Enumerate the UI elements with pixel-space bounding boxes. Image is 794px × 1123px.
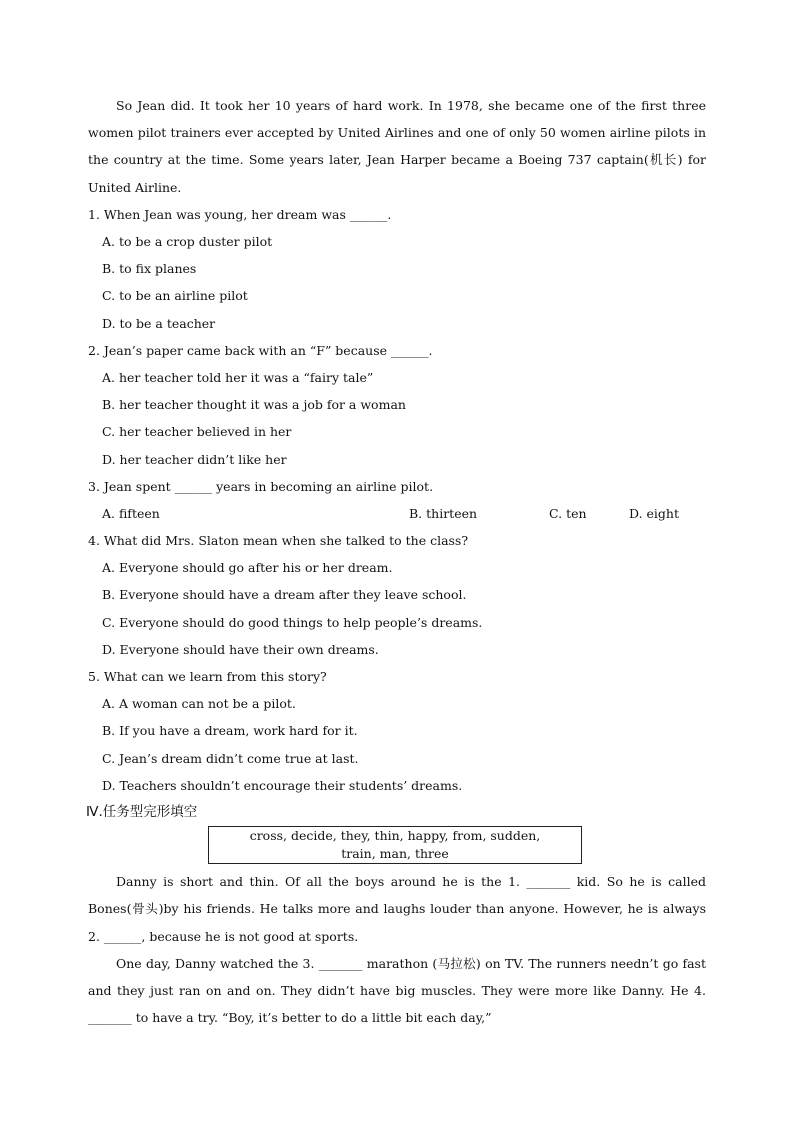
question-5 <box>88 663 706 799</box>
option-c: C. to be an airline pilot <box>102 288 248 304</box>
cloze-paragraph-1: Danny is short and thin. Of all the boys around he is the 1. _______ kid. So he is called Bones(骨头)by his friends. He talks more and laughs louder than anyone. However, he is always 2. ______, because he is not good at sports. <box>88 874 706 944</box>
passage-end-paragraph: So Jean did. It took her 10 years of hard work. In 1978, she became one of the first three women pilot trainers ever accepted by United Airlines and one of only 50 women airline pilots in the country at the time. Some years later, Jean Harper became a Boeing 737 captain(机长) for United Airline. <box>88 98 706 195</box>
option-c: C. Everyone should do good things to help people’s dreams. <box>102 614 483 630</box>
question-1 <box>88 201 706 337</box>
word-bank-line-2: train, man, three <box>341 846 449 862</box>
question-3 <box>88 473 706 527</box>
option-a: A. fifteen <box>102 505 160 521</box>
question-stem: 5. What can we learn from this story? <box>88 669 327 684</box>
section-heading: Ⅳ.任务型完形填空 <box>86 803 198 820</box>
option-d: D. eight <box>629 505 679 521</box>
worksheet-page <box>88 92 706 1031</box>
option-d: D. to be a teacher <box>102 315 216 331</box>
option-c: C. ten <box>549 505 587 521</box>
option-c: C. her teacher believed in her <box>102 424 292 440</box>
question-stem: 4. What did Mrs. Slaton mean when she talked to the class? <box>88 533 469 549</box>
question-stem: 3. Jean spent ______ years in becoming an airline pilot. <box>88 478 434 494</box>
option-a: A. A woman can not be a pilot. <box>102 696 296 712</box>
option-b: B. her teacher thought it was a job for a woman <box>102 397 406 413</box>
option-b: B. thirteen <box>409 505 478 521</box>
word-bank-box <box>208 826 582 864</box>
option-a: A. Everyone should go after his or her dream. <box>102 560 393 576</box>
options-row <box>88 500 706 527</box>
question-stem: 1. When Jean was young, her dream was ______. <box>88 206 392 222</box>
option-a: A. to be a crop duster pilot <box>102 234 273 249</box>
option-d: D. Everyone should have their own dreams. <box>102 641 379 657</box>
option-c: C. Jean’s dream didn’t come true at last. <box>102 750 359 766</box>
cloze-paragraph-2: One day, Danny watched the 3. _______ marathon (马拉松) on TV. The runners needn’t go fast and they just ran on and on. They didn’t have big muscles. They were more like Danny. He 4. _______ to have a try. “Boy, it’s better to do a little bit each day,” <box>88 955 706 1026</box>
question-2 <box>88 337 706 473</box>
option-d: D. Teachers shouldn’t encourage their students’ dreams. <box>102 777 463 793</box>
option-a: A. her teacher told her it was a “fairy tale” <box>102 369 374 385</box>
question-4 <box>88 527 706 663</box>
question-stem: 2. Jean’s paper came back with an “F” because ______. <box>88 342 433 358</box>
word-bank-line-1: cross, decide, they, thin, happy, from, sudden, <box>249 828 541 844</box>
option-b: B. to fix planes <box>102 261 197 277</box>
option-b: B. Everyone should have a dream after they leave school. <box>102 587 467 603</box>
option-d: D. her teacher didn’t like her <box>102 451 287 467</box>
option-b: B. If you have a dream, work hard for it. <box>102 723 358 739</box>
